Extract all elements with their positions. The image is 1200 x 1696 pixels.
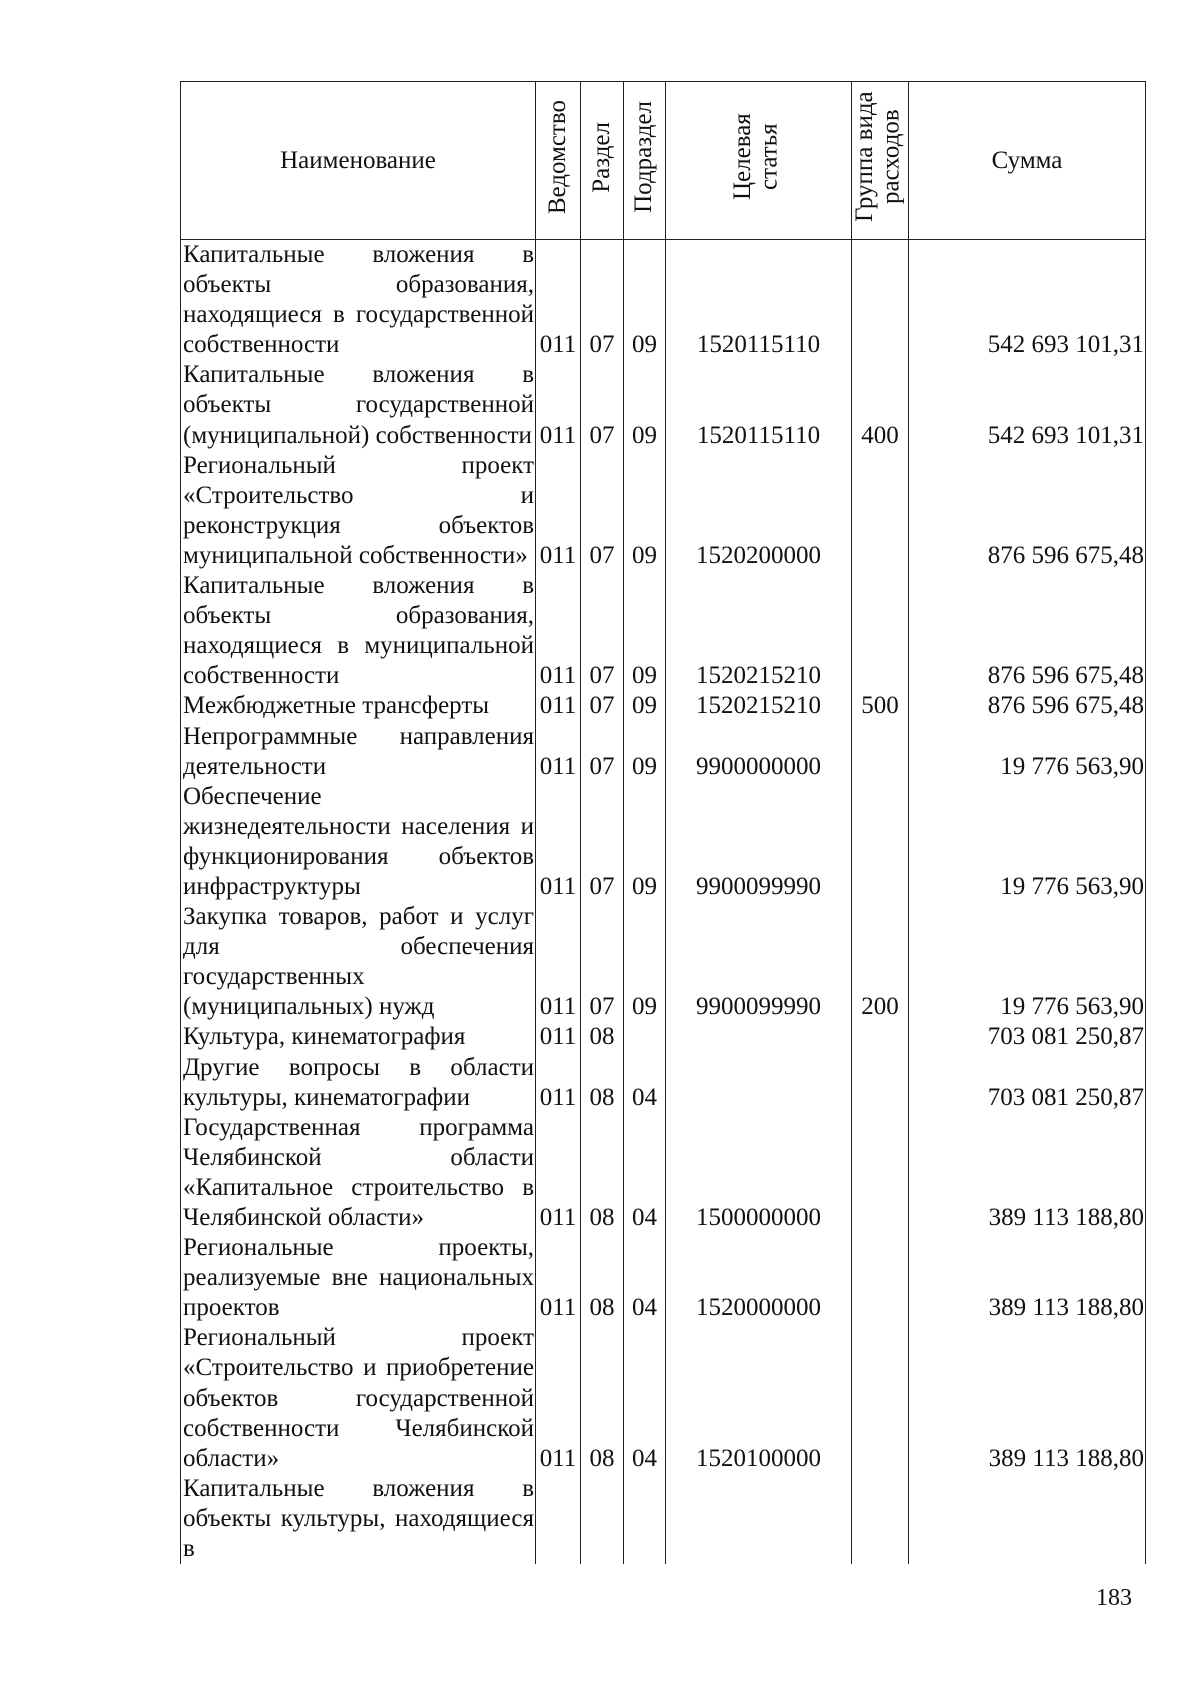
table-row [181,1233,1146,1323]
table-row [181,1323,1146,1473]
cell-name: Культура, кинематография [181,1022,536,1052]
header-celevaya-statya: Целевая статья [666,82,852,240]
cell-razdel: 08 [581,1113,624,1233]
table-row [181,240,1146,361]
cell-celevaya-statya [666,1053,852,1113]
table-row [181,722,1146,782]
cell-podrazdel: 04 [624,1113,666,1233]
cell-celevaya-statya: 9900099990 [666,902,852,1022]
header-summa: Сумма [909,82,1146,240]
cell-name: Региональный проект «Строительство и приобретение объектов государственной собственности Челябинской области» [181,1323,536,1473]
table-row [181,360,1146,450]
cell-podrazdel [624,1022,666,1052]
cell-summa: 703 081 250,87 [909,1022,1146,1052]
cell-vedomstvo: 011 [536,1053,581,1113]
cell-razdel: 08 [581,1022,624,1052]
cell-celevaya-statya: 1520215210 [666,691,852,721]
table-row [181,1053,1146,1113]
cell-summa: 19 776 563,90 [909,782,1146,902]
cell-gruppa [852,782,909,902]
cell-razdel: 07 [581,691,624,721]
cell-podrazdel: 09 [624,902,666,1022]
table-row [181,782,1146,902]
cell-summa [909,1474,1146,1564]
cell-vedomstvo: 011 [536,722,581,782]
cell-razdel: 07 [581,722,624,782]
cell-celevaya-statya [666,1022,852,1052]
cell-gruppa [852,1113,909,1233]
cell-gruppa [852,1233,909,1323]
table-row [181,1474,1146,1564]
page-number: 183 [1096,1585,1132,1611]
cell-vedomstvo: 011 [536,1022,581,1052]
cell-vedomstvo: 011 [536,1233,581,1323]
cell-gruppa: 500 [852,691,909,721]
header-razdel: Раздел [581,82,624,240]
cell-podrazdel: 04 [624,1053,666,1113]
cell-summa: 542 693 101,31 [909,240,1146,361]
cell-summa: 19 776 563,90 [909,902,1146,1022]
cell-podrazdel: 09 [624,722,666,782]
cell-podrazdel [624,1474,666,1564]
cell-gruppa [852,240,909,361]
cell-celevaya-statya: 1520115110 [666,360,852,450]
cell-celevaya-statya: 9900000000 [666,722,852,782]
cell-name: Капитальные вложения в объекты государственной (муниципальной) собственности [181,360,536,450]
table-row [181,1113,1146,1233]
cell-podrazdel: 04 [624,1323,666,1473]
cell-razdel: 07 [581,571,624,691]
cell-celevaya-statya: 1520200000 [666,451,852,571]
cell-gruppa [852,1053,909,1113]
cell-podrazdel: 09 [624,571,666,691]
table-header-row [181,82,1146,240]
cell-name: Капитальные вложения в объекты культуры, находящиеся в [181,1474,536,1564]
cell-vedomstvo: 011 [536,782,581,902]
cell-razdel: 08 [581,1323,624,1473]
cell-gruppa [852,571,909,691]
cell-name: Капитальные вложения в объекты образования, находящиеся в муниципальной собственности [181,571,536,691]
cell-gruppa: 400 [852,360,909,450]
cell-summa: 876 596 675,48 [909,451,1146,571]
table-row [181,1022,1146,1052]
cell-name: Государственная программа Челябинской области «Капитальное строительство в Челябинской области» [181,1113,536,1233]
cell-celevaya-statya: 1520215210 [666,571,852,691]
header-vedomstvo: Ведомство [536,82,581,240]
budget-table-frame [180,81,1145,1564]
cell-gruppa [852,1474,909,1564]
cell-celevaya-statya: 1520000000 [666,1233,852,1323]
cell-podrazdel: 09 [624,240,666,361]
cell-gruppa: 200 [852,902,909,1022]
cell-name: Региональный проект «Строительство и реконструкция объектов муниципальной собственности» [181,451,536,571]
cell-name: Закупка товаров, работ и услуг для обеспечения государственных (муниципальных) нужд [181,902,536,1022]
cell-vedomstvo: 011 [536,451,581,571]
cell-vedomstvo: 011 [536,902,581,1022]
cell-vedomstvo: 011 [536,360,581,450]
cell-name: Обеспечение жизнедеятельности населения и функционирования объектов инфраструктуры [181,782,536,902]
table-row [181,902,1146,1022]
cell-name: Другие вопросы в области культуры, кинематографии [181,1053,536,1113]
cell-summa: 389 113 188,80 [909,1113,1146,1233]
cell-podrazdel: 09 [624,782,666,902]
header-podrazdel: Подраздел [624,82,666,240]
cell-celevaya-statya: 1520100000 [666,1323,852,1473]
cell-summa: 876 596 675,48 [909,691,1146,721]
cell-name: Непрограммные направления деятельности [181,722,536,782]
cell-podrazdel: 04 [624,1233,666,1323]
cell-razdel: 08 [581,1233,624,1323]
cell-razdel: 07 [581,360,624,450]
cell-vedomstvo: 011 [536,1113,581,1233]
cell-summa: 389 113 188,80 [909,1323,1146,1473]
table-body [181,240,1146,1565]
cell-razdel: 08 [581,1053,624,1113]
cell-summa: 389 113 188,80 [909,1233,1146,1323]
cell-vedomstvo: 011 [536,240,581,361]
header-gruppa-vida-raskhodov: Группа вида расходов [852,82,909,240]
cell-summa: 876 596 675,48 [909,571,1146,691]
budget-table [180,81,1146,1564]
cell-name: Межбюджетные трансферты [181,691,536,721]
cell-gruppa [852,451,909,571]
cell-vedomstvo: 011 [536,1323,581,1473]
cell-celevaya-statya [666,1474,852,1564]
table-row [181,451,1146,571]
cell-celevaya-statya: 9900099990 [666,782,852,902]
cell-gruppa [852,722,909,782]
cell-razdel: 07 [581,902,624,1022]
cell-celevaya-statya: 1500000000 [666,1113,852,1233]
cell-razdel: 07 [581,451,624,571]
cell-razdel: 07 [581,782,624,902]
cell-podrazdel: 09 [624,691,666,721]
header-name: Наименование [181,82,536,240]
cell-summa: 542 693 101,31 [909,360,1146,450]
cell-summa: 703 081 250,87 [909,1053,1146,1113]
cell-name: Капитальные вложения в объекты образования, находящиеся в государственной собственности [181,240,536,361]
cell-celevaya-statya: 1520115110 [666,240,852,361]
table-row [181,571,1146,691]
cell-name: Региональные проекты, реализуемые вне национальных проектов [181,1233,536,1323]
cell-vedomstvo [536,1474,581,1564]
cell-podrazdel: 09 [624,360,666,450]
cell-vedomstvo: 011 [536,571,581,691]
cell-gruppa [852,1022,909,1052]
table-row [181,691,1146,721]
cell-razdel: 07 [581,240,624,361]
cell-podrazdel: 09 [624,451,666,571]
cell-summa: 19 776 563,90 [909,722,1146,782]
cell-gruppa [852,1323,909,1473]
cell-razdel [581,1474,624,1564]
cell-vedomstvo: 011 [536,691,581,721]
